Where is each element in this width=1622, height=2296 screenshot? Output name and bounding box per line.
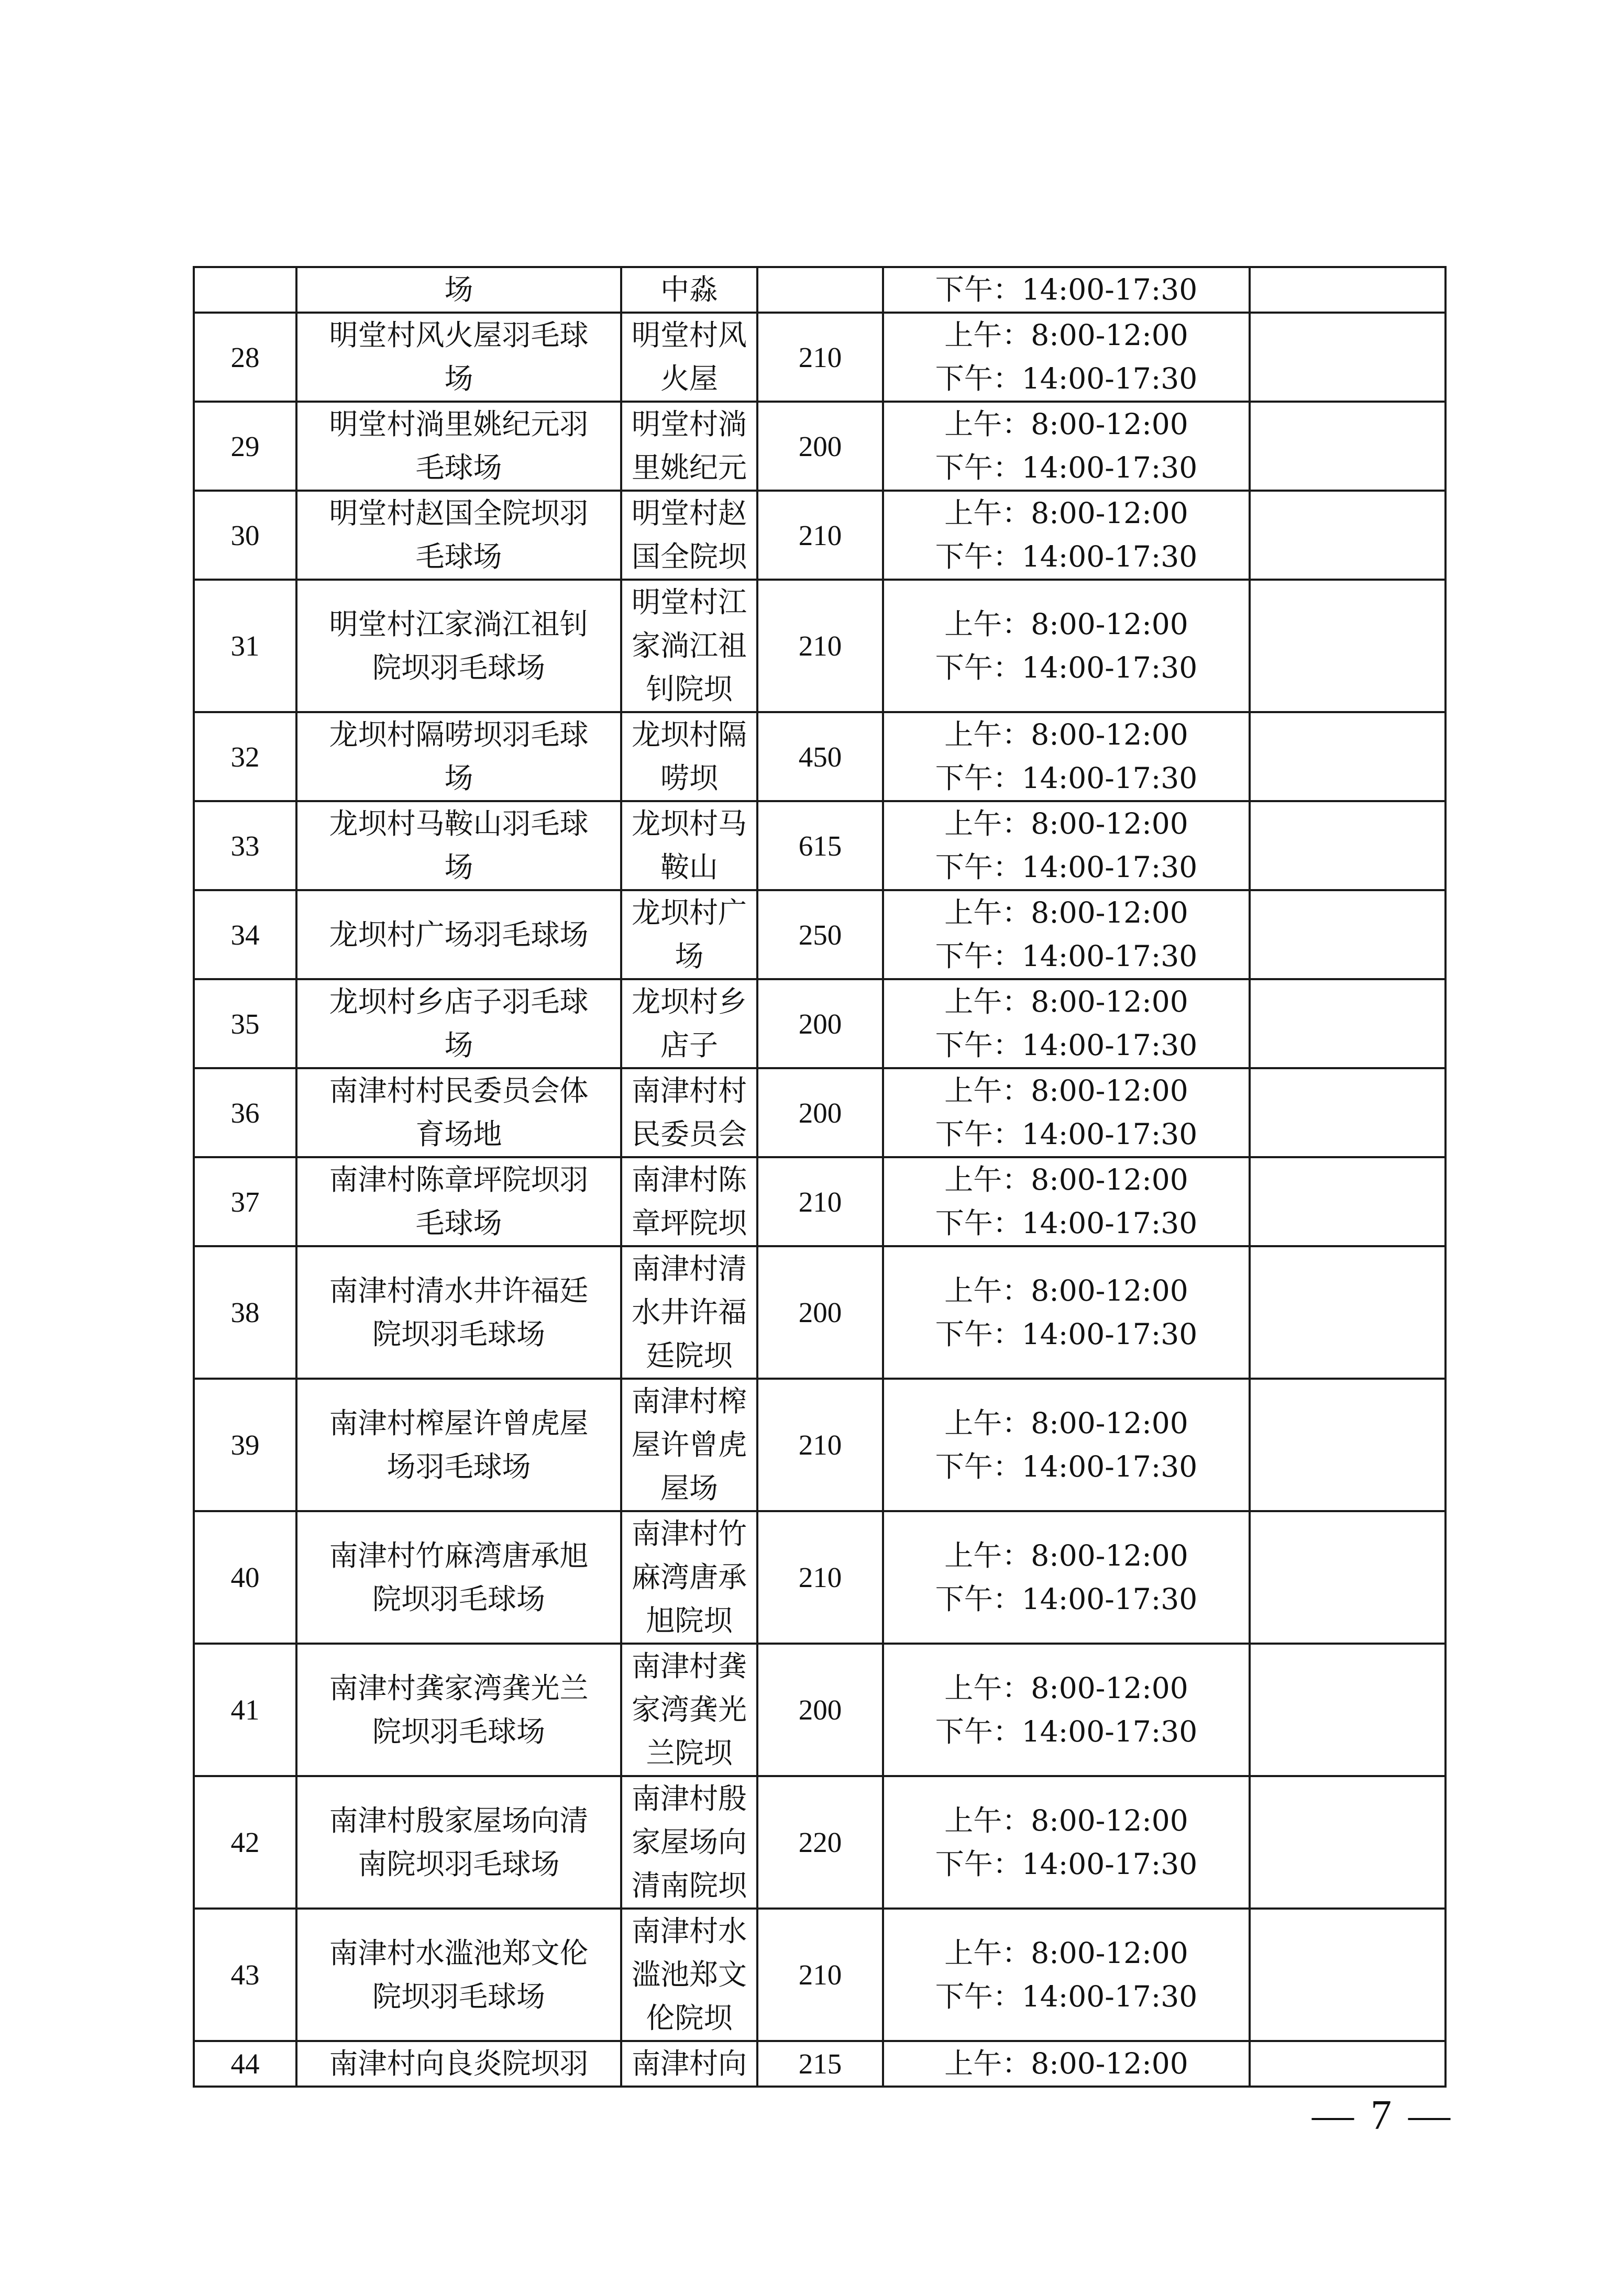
cell-line: 下午：14:00-17:30: [935, 1206, 1198, 1240]
cell-line: 南津村清: [631, 1252, 747, 1285]
cell-line: 场羽毛球场: [387, 1449, 531, 1483]
area-cell: 200: [757, 1246, 883, 1379]
area-cell: 210: [757, 313, 883, 402]
cell-line: 下午：14:00-17:30: [935, 1028, 1198, 1062]
cell-line: 中淼: [660, 273, 718, 306]
cell-line: 南津村村民委员会体: [329, 1074, 589, 1107]
cell-line: 院坝羽毛球场: [372, 1582, 545, 1616]
cell-line: 龙坝村广场羽毛球场: [329, 917, 589, 951]
cell-line: 上午：8:00-12:00: [944, 607, 1188, 641]
cell-line: 龙坝村马: [631, 807, 747, 840]
row-number-cell: 31: [194, 580, 296, 712]
row-number-cell: 42: [194, 1776, 296, 1909]
location-cell: [621, 402, 757, 491]
cell-line: 钊院坝: [646, 672, 733, 706]
cell-line: 上午：8:00-12:00: [944, 718, 1188, 751]
area-cell: 210: [757, 1157, 883, 1246]
location-cell: [621, 267, 757, 313]
opening-hours-cell: [883, 890, 1250, 979]
area-cell: 200: [757, 402, 883, 491]
cell-line: 唠坝: [660, 761, 718, 795]
cell-line: 上午：8:00-12:00: [944, 1163, 1188, 1196]
cell-line: 场: [444, 850, 473, 884]
cell-line: 下午：14:00-17:30: [935, 1317, 1198, 1351]
area-cell: 215: [757, 2041, 883, 2087]
cell-line: 育场地: [415, 1117, 502, 1151]
cell-line: 上午：8:00-12:00: [944, 1074, 1188, 1107]
cell-line: 上午：8:00-12:00: [944, 318, 1188, 352]
area-cell: 200: [757, 979, 883, 1068]
cell-line: 里姚纪元: [631, 451, 747, 484]
cell-line: 家淌江祖: [631, 629, 747, 662]
row-number-cell: 29: [194, 402, 296, 491]
cell-line: 鞍山: [660, 850, 718, 884]
table-body: [194, 267, 1446, 2087]
opening-hours-cell: [883, 267, 1250, 313]
location-cell: [621, 491, 757, 580]
row-number-cell: 32: [194, 712, 296, 801]
remark-cell: [1250, 1909, 1446, 2041]
cell-line: 上午：8:00-12:00: [944, 1671, 1188, 1705]
row-number-cell: 37: [194, 1157, 296, 1246]
opening-hours-cell: [883, 2041, 1250, 2087]
cell-line: 南津村竹: [631, 1517, 747, 1550]
opening-hours-cell: [883, 491, 1250, 580]
area-cell: 200: [757, 1644, 883, 1776]
opening-hours-cell: [883, 313, 1250, 402]
cell-line: 国全院坝: [631, 540, 747, 573]
remark-cell: [1250, 2041, 1446, 2087]
venue-name-cell: [296, 1246, 621, 1379]
table-row: [194, 1157, 1446, 1246]
row-number-cell: 36: [194, 1068, 296, 1157]
cell-line: 屋许曾虎: [631, 1428, 747, 1461]
table-row: [194, 1644, 1446, 1776]
cell-line: 上午：8:00-12:00: [944, 807, 1188, 840]
cell-line: 下午：14:00-17:30: [935, 273, 1198, 306]
table-row: [194, 267, 1446, 313]
cell-line: 龙坝村广: [631, 896, 747, 929]
area-cell: 210: [757, 1511, 883, 1644]
area-cell: 210: [757, 491, 883, 580]
cell-line: 上午：8:00-12:00: [944, 1406, 1188, 1440]
venue-name-cell: [296, 1644, 621, 1776]
cell-line: 南津村向: [631, 2047, 747, 2080]
remark-cell: [1250, 267, 1446, 313]
cell-line: 章坪院坝: [631, 1206, 747, 1240]
remark-cell: [1250, 402, 1446, 491]
cell-line: 上午：8:00-12:00: [944, 1936, 1188, 1970]
cell-line: 龙坝村隔唠坝羽毛球: [329, 718, 589, 751]
area-cell: 210: [757, 580, 883, 712]
cell-line: 场: [675, 939, 704, 973]
row-number-cell: 44: [194, 2041, 296, 2087]
area-cell: 220: [757, 1776, 883, 1909]
table-row: [194, 1068, 1446, 1157]
location-cell: [621, 1511, 757, 1644]
table-row: [194, 1246, 1446, 1379]
cell-line: 下午：14:00-17:30: [935, 1117, 1198, 1151]
cell-line: 下午：14:00-17:30: [935, 850, 1198, 884]
cell-line: 明堂村淌里姚纪元羽: [329, 407, 589, 441]
cell-line: 明堂村赵国全院坝羽: [329, 496, 589, 530]
cell-line: 场: [444, 362, 473, 395]
cell-line: 南津村榨: [631, 1384, 747, 1418]
cell-line: 南津村向良炎院坝羽: [329, 2047, 589, 2080]
venue-name-cell: [296, 580, 621, 712]
opening-hours-cell: [883, 1511, 1250, 1644]
row-number-cell: 39: [194, 1379, 296, 1511]
row-number-cell: 28: [194, 313, 296, 402]
location-cell: [621, 979, 757, 1068]
venue-name-cell: [296, 890, 621, 979]
cell-line: 南津村清水井许福廷: [329, 1273, 589, 1307]
cell-line: 毛球场: [415, 451, 502, 484]
venue-name-cell: [296, 313, 621, 402]
venue-name-cell: [296, 2041, 621, 2087]
cell-line: 上午：8:00-12:00: [944, 985, 1188, 1018]
area-cell: 250: [757, 890, 883, 979]
cell-line: 下午：14:00-17:30: [935, 362, 1198, 395]
remark-cell: [1250, 580, 1446, 712]
opening-hours-cell: [883, 1644, 1250, 1776]
cell-line: 旭院坝: [646, 1604, 733, 1637]
location-cell: [621, 1157, 757, 1246]
cell-line: 龙坝村马鞍山羽毛球: [329, 807, 589, 840]
cell-line: 家屋场向: [631, 1825, 747, 1859]
table-row: [194, 801, 1446, 890]
venue-name-cell: [296, 267, 621, 313]
location-cell: [621, 313, 757, 402]
row-number-cell: 41: [194, 1644, 296, 1776]
cell-line: 院坝羽毛球场: [372, 1317, 545, 1351]
cell-line: 南院坝羽毛球场: [358, 1847, 560, 1881]
cell-line: 南津村水滥池郑文伦: [329, 1936, 589, 1970]
venue-name-cell: [296, 801, 621, 890]
cell-line: 龙坝村乡店子羽毛球: [329, 985, 589, 1018]
cell-line: 南津村殷: [631, 1782, 747, 1815]
cell-line: 下午：14:00-17:30: [935, 1847, 1198, 1881]
remark-cell: [1250, 801, 1446, 890]
cell-line: 上午：8:00-12:00: [944, 896, 1188, 929]
row-number-cell: 38: [194, 1246, 296, 1379]
cell-line: 廷院坝: [646, 1339, 733, 1372]
area-cell: 210: [757, 1379, 883, 1511]
table-row: [194, 712, 1446, 801]
opening-hours-cell: [883, 1379, 1250, 1511]
opening-hours-cell: [883, 1909, 1250, 2041]
cell-line: 下午：14:00-17:30: [935, 1582, 1198, 1616]
venue-name-cell: [296, 402, 621, 491]
cell-line: 场: [444, 273, 473, 306]
table-row: [194, 1776, 1446, 1909]
location-cell: [621, 1909, 757, 2041]
cell-line: 明堂村赵: [631, 496, 747, 530]
cell-line: 明堂村风: [631, 318, 747, 352]
cell-line: 屋场: [660, 1471, 718, 1505]
table-row: [194, 313, 1446, 402]
venue-name-cell: [296, 979, 621, 1068]
opening-hours-cell: [883, 580, 1250, 712]
cell-line: 上午：8:00-12:00: [944, 407, 1188, 441]
opening-hours-cell: [883, 1246, 1250, 1379]
remark-cell: [1250, 1246, 1446, 1379]
location-cell: [621, 1644, 757, 1776]
cell-line: 民委员会: [631, 1117, 747, 1151]
cell-line: 滥池郑文: [631, 1958, 747, 1991]
cell-line: 上午：8:00-12:00: [944, 2047, 1188, 2080]
row-number-cell: 43: [194, 1909, 296, 2041]
cell-line: 南津村陈: [631, 1163, 747, 1196]
remark-cell: [1250, 313, 1446, 402]
remark-cell: [1250, 1776, 1446, 1909]
location-cell: [621, 1776, 757, 1909]
row-number-cell: 33: [194, 801, 296, 890]
venue-name-cell: [296, 712, 621, 801]
remark-cell: [1250, 890, 1446, 979]
row-number-cell: 35: [194, 979, 296, 1068]
location-cell: [621, 1246, 757, 1379]
opening-hours-cell: [883, 402, 1250, 491]
cell-line: 毛球场: [415, 1206, 502, 1240]
remark-cell: [1250, 1644, 1446, 1776]
cell-line: 南津村竹麻湾唐承旭: [329, 1538, 589, 1572]
cell-line: 明堂村江: [631, 585, 747, 619]
location-cell: [621, 890, 757, 979]
remark-cell: [1250, 491, 1446, 580]
cell-line: 下午：14:00-17:30: [935, 1449, 1198, 1483]
cell-line: 南津村龚家湾龚光兰: [329, 1671, 589, 1705]
cell-line: 下午：14:00-17:30: [935, 1714, 1198, 1748]
area-cell: 615: [757, 801, 883, 890]
location-cell: [621, 2041, 757, 2087]
location-cell: [621, 712, 757, 801]
location-cell: [621, 801, 757, 890]
cell-line: 下午：14:00-17:30: [935, 540, 1198, 573]
area-cell: 450: [757, 712, 883, 801]
cell-line: 上午：8:00-12:00: [944, 1273, 1188, 1307]
remark-cell: [1250, 1068, 1446, 1157]
cell-line: 水井许福: [631, 1295, 747, 1329]
venue-name-cell: [296, 1157, 621, 1246]
remark-cell: [1250, 1379, 1446, 1511]
venue-name-cell: [296, 1379, 621, 1511]
table-row: [194, 580, 1446, 712]
cell-line: 兰院坝: [646, 1736, 733, 1770]
table-row: [194, 402, 1446, 491]
cell-line: 南津村陈章坪院坝羽: [329, 1163, 589, 1196]
table-row: [194, 1511, 1446, 1644]
cell-line: 下午：14:00-17:30: [935, 451, 1198, 484]
cell-line: 伦院坝: [646, 2001, 733, 2035]
cell-line: 家湾龚光: [631, 1693, 747, 1726]
remark-cell: [1250, 1157, 1446, 1246]
cell-line: 明堂村风火屋羽毛球: [329, 318, 589, 352]
cell-line: 明堂村江家淌江祖钊: [329, 607, 589, 641]
cell-line: 毛球场: [415, 540, 502, 573]
table-row: [194, 491, 1446, 580]
row-number-cell: 34: [194, 890, 296, 979]
venue-name-cell: [296, 1511, 621, 1644]
cell-line: 上午：8:00-12:00: [944, 496, 1188, 530]
area-cell: [757, 267, 883, 313]
table-row: [194, 1379, 1446, 1511]
table-row: [194, 2041, 1446, 2087]
row-number-cell: 30: [194, 491, 296, 580]
area-cell: 210: [757, 1909, 883, 2041]
cell-line: 南津村村: [631, 1074, 747, 1107]
opening-hours-cell: [883, 801, 1250, 890]
cell-line: 场: [444, 761, 473, 795]
venue-table: [193, 266, 1447, 2088]
location-cell: [621, 580, 757, 712]
cell-line: 上午：8:00-12:00: [944, 1538, 1188, 1572]
cell-line: 下午：14:00-17:30: [935, 1979, 1198, 2013]
cell-line: 下午：14:00-17:30: [935, 650, 1198, 684]
cell-line: 南津村榨屋许曾虎屋: [329, 1406, 589, 1440]
cell-line: 火屋: [660, 362, 718, 395]
table-row: [194, 890, 1446, 979]
venue-name-cell: [296, 491, 621, 580]
cell-line: 龙坝村隔: [631, 718, 747, 751]
cell-line: 场: [444, 1028, 473, 1062]
cell-line: 清南院坝: [631, 1869, 747, 1902]
opening-hours-cell: [883, 712, 1250, 801]
area-cell: 200: [757, 1068, 883, 1157]
remark-cell: [1250, 979, 1446, 1068]
page-number: — 7 —: [1312, 2092, 1453, 2138]
opening-hours-cell: [883, 1776, 1250, 1909]
cell-line: 麻湾唐承: [631, 1560, 747, 1594]
remark-cell: [1250, 1511, 1446, 1644]
cell-line: 龙坝村乡: [631, 985, 747, 1018]
cell-line: 院坝羽毛球场: [372, 650, 545, 684]
cell-line: 明堂村淌: [631, 407, 747, 441]
row-number-cell: 40: [194, 1511, 296, 1644]
cell-line: 下午：14:00-17:30: [935, 939, 1198, 973]
cell-line: 院坝羽毛球场: [372, 1714, 545, 1748]
row-number-cell: [194, 267, 296, 313]
cell-line: 下午：14:00-17:30: [935, 761, 1198, 795]
cell-line: 店子: [660, 1028, 718, 1062]
location-cell: [621, 1068, 757, 1157]
cell-line: 南津村殷家屋场向清: [329, 1803, 589, 1837]
cell-line: 南津村水: [631, 1914, 747, 1948]
cell-line: 南津村龚: [631, 1649, 747, 1683]
opening-hours-cell: [883, 1068, 1250, 1157]
venue-name-cell: [296, 1776, 621, 1909]
table-row: [194, 979, 1446, 1068]
venue-name-cell: [296, 1909, 621, 2041]
table-row: [194, 1909, 1446, 2041]
opening-hours-cell: [883, 1157, 1250, 1246]
remark-cell: [1250, 712, 1446, 801]
cell-line: 院坝羽毛球场: [372, 1979, 545, 2013]
location-cell: [621, 1379, 757, 1511]
opening-hours-cell: [883, 979, 1250, 1068]
venue-name-cell: [296, 1068, 621, 1157]
cell-line: 上午：8:00-12:00: [944, 1803, 1188, 1837]
